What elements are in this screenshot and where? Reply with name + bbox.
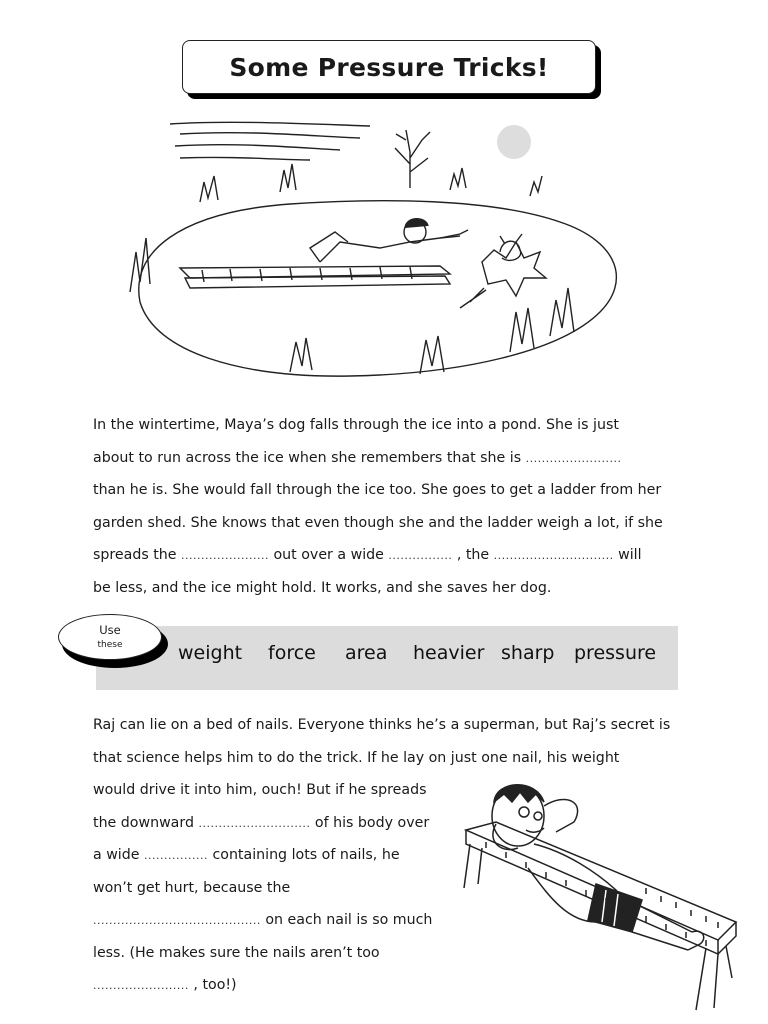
text-line: the downward ............................ of his body over xyxy=(93,814,430,831)
fill-blank[interactable]: .......................................... xyxy=(93,914,261,927)
story-raj-body xyxy=(93,774,453,1002)
text-line: be less, and the ice might hold. It works, and she saves her dog. xyxy=(93,579,552,596)
text-line: a wide ................ containing lots of nails, he xyxy=(93,847,400,863)
text-line: garden shed. She knows that even though she and the ladder weigh a lot, if she xyxy=(93,514,663,531)
text-line: would drive it into him, ouch! But if he spreads xyxy=(93,782,427,798)
page-title: Some Pressure Tricks! xyxy=(182,40,596,94)
word-heavier: heavier xyxy=(413,642,485,664)
fill-blank[interactable]: .............................. xyxy=(493,549,614,562)
bed-of-nails-illustration xyxy=(456,772,746,1012)
fill-blank[interactable]: ................ xyxy=(144,849,208,862)
text-line: about to run across the ice when she remembers that she is ........................ xyxy=(93,449,622,466)
text-line: less. (He makes sure the nails aren’t too xyxy=(93,944,380,961)
word-bank-words xyxy=(0,642,768,668)
text-line: In the wintertime, Maya’s dog falls through the ice into a pond. She is just xyxy=(93,417,619,433)
text-line: .......................................... on each nail is so much xyxy=(93,912,433,928)
text-line: that science helps him to do the trick. If he lay on just one nail, his weight xyxy=(93,749,620,766)
story-raj-intro xyxy=(93,709,713,774)
fill-blank[interactable]: ........................ xyxy=(93,979,189,992)
text-line: won’t get hurt, because the xyxy=(93,879,291,896)
text-line: than he is. She would fall through the ice too. She goes to get a ladder from her xyxy=(93,482,662,498)
pond-rescue-illustration xyxy=(110,112,630,392)
word-force: force xyxy=(268,642,316,664)
text-line: spreads the ...................... out over a wide ................ , the .............................. will xyxy=(93,547,642,563)
word-pressure: pressure xyxy=(574,642,657,664)
text-line: ........................ , too!) xyxy=(93,977,237,993)
fill-blank[interactable]: ............................ xyxy=(198,816,311,830)
fill-blank[interactable]: ........................ xyxy=(525,451,622,465)
fill-blank[interactable]: ...................... xyxy=(181,549,269,562)
text-line: Raj can lie on a bed of nails. Everyone thinks he’s a superman, but Raj’s secret is xyxy=(93,717,671,733)
use-label: Use xyxy=(99,623,121,637)
word-area: area xyxy=(345,642,388,664)
word-sharp: sharp xyxy=(501,642,555,664)
fill-blank[interactable]: ................ xyxy=(388,549,453,562)
use-sublabel: these xyxy=(97,640,123,650)
story-maya xyxy=(93,409,693,604)
word-weight: weight xyxy=(178,642,243,664)
